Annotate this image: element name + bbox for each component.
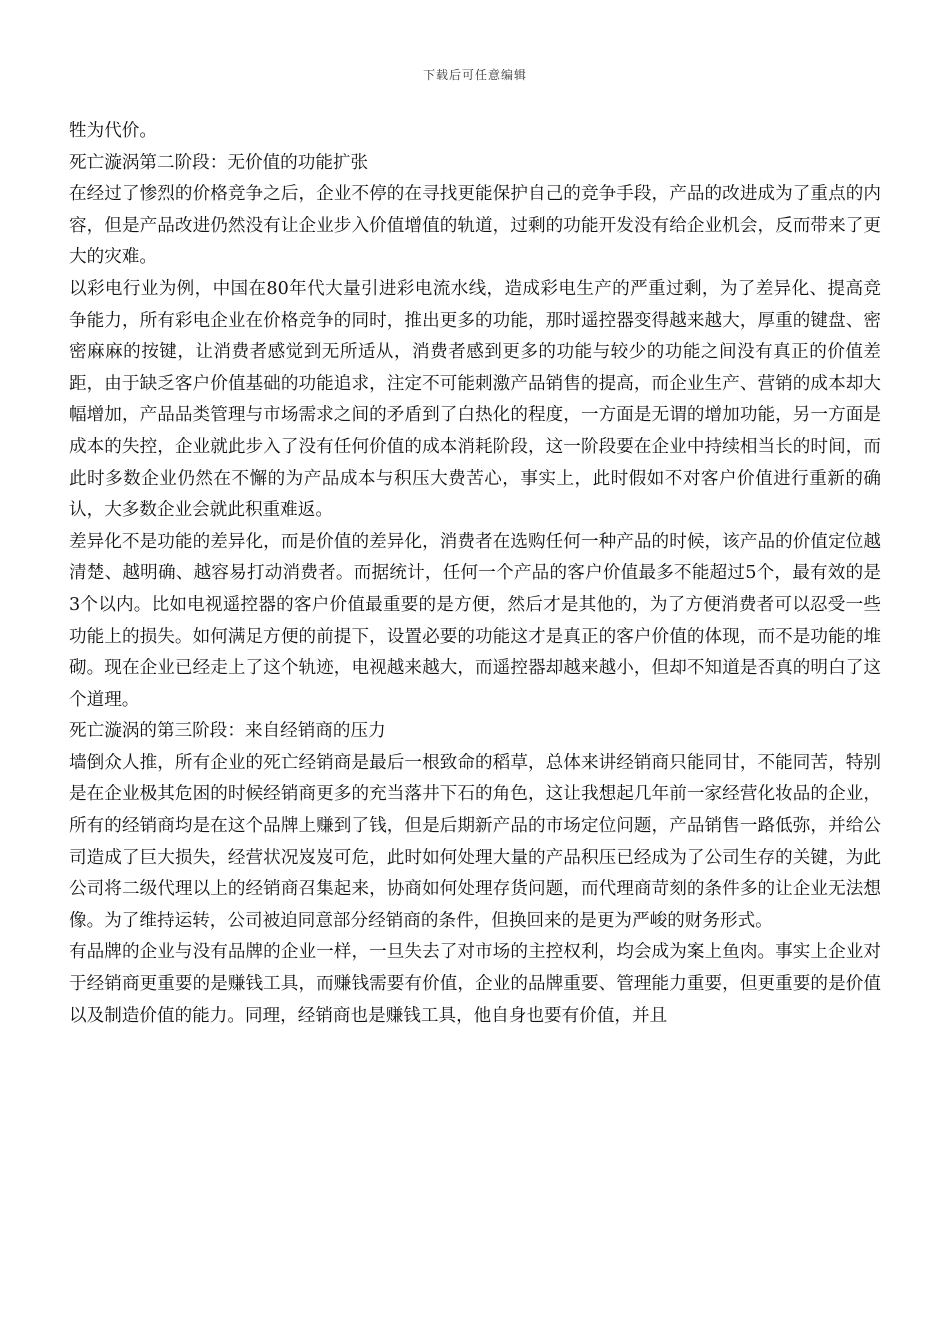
page-header: 下载后可任意编辑 — [422, 68, 527, 82]
paragraph: 在经过了惨烈的价格竞争之后，企业不停的在寻找更能保护自己的竞争手段，产品的改进成为了重点的内容，但是产品改进仍然没有让企业步入价值增值的轨道，过剩的功能开发没有给企业机会，反而带来了更大的灾难。 — [69, 184, 881, 268]
paragraph: 有品牌的企业与没有品牌的企业一样，一旦失去了对市场的主控权利，均会成为案上鱼肉。事实上企业对于经销商更重要的是赚钱工具，而赚钱需要有价值，企业的品牌重要、管理能力重要，但更重要的是价值以及制造价值的能力。同理，经销商也是赚钱工具，他自身也要有价值，并且 — [69, 942, 881, 1026]
document-body — [69, 116, 881, 1032]
section-heading-stage-three: 死亡漩涡的第三阶段：来自经销商的压力 — [69, 721, 386, 742]
paragraph: 墙倒众人推，所有企业的死亡经销商是最后一根致命的稻草，总体来讲经销商只能同甘，不能同苦，特别是在企业极其危困的时候经销商更多的充当落井下石的角色，这让我想起几年前一家经营化妆品的企业，所有的经销商均是在这个品牌上赚到了钱，但是后期新产品的市场定位问题，产品销售一路低弥，并给公司造成了巨大损失，经营状况岌岌可危，此时如何处理大量的产品积压已经成为了公司生存的关键，为此公司将二级代理以上的经销商召集起来，协商如何处理存货问题，而代理商苛刻的条件多的让企业无法想像。为了维持运转，公司被迫同意部分经销商的条件，但换回来的是更为严峻的财务形式。 — [69, 752, 881, 931]
paragraph-continuation: 牲为代价。 — [69, 121, 157, 141]
section-heading-stage-two: 死亡漩涡第二阶段：无价值的功能扩张 — [69, 152, 369, 173]
paragraph: 差异化不是功能的差异化，而是价值的差异化，消费者在选购任何一种产品的时候，该产品的价值定位越清楚、越明确、越容易打动消费者。而据统计，任何一个产品的客户价值最多不能超过5个，最有效的是3个以内。比如电视遥控器的客户价值最重要的是方便，然后才是其他的，为了方便消费者可以忍受一些功能上的损失。如何满足方便的前提下，设置必要的功能这才是真正的客户价值的体现，而不是功能的堆砌。现在企业已经走上了这个轨迹，电视越来越大，而遥控器却越来越小，但却不知道是否真的明白了这个道理。 — [69, 531, 881, 710]
paragraph: 以彩电行业为例，中国在80年代大量引进彩电流水线，造成彩电生产的严重过剩，为了差异化、提高竞争能力，所有彩电企业在价格竞争的同时，推出更多的功能，那时遥控器变得越来越大，厚重的键盘、密密麻麻的按键，让消费者感觉到无所适从，消费者感到更多的功能与较少的功能之间没有真正的价值差距，由于缺乏客户价值基础的功能追求，注定不可能刺激产品销售的提高，而企业生产、营销的成本却大幅增加，产品品类管理与市场需求之间的矛盾到了白热化的程度，一方面是无谓的增加功能，另一方面是成本的失控，企业就此步入了没有任何价值的成本消耗阶段，这一阶段要在企业中持续相当长的时间，而此时多数企业仍然在不懈的为产品成本与积压大费苦心，事实上，此时假如不对客户价值进行重新的确认，大多数企业会就此积重难返。 — [69, 278, 881, 521]
